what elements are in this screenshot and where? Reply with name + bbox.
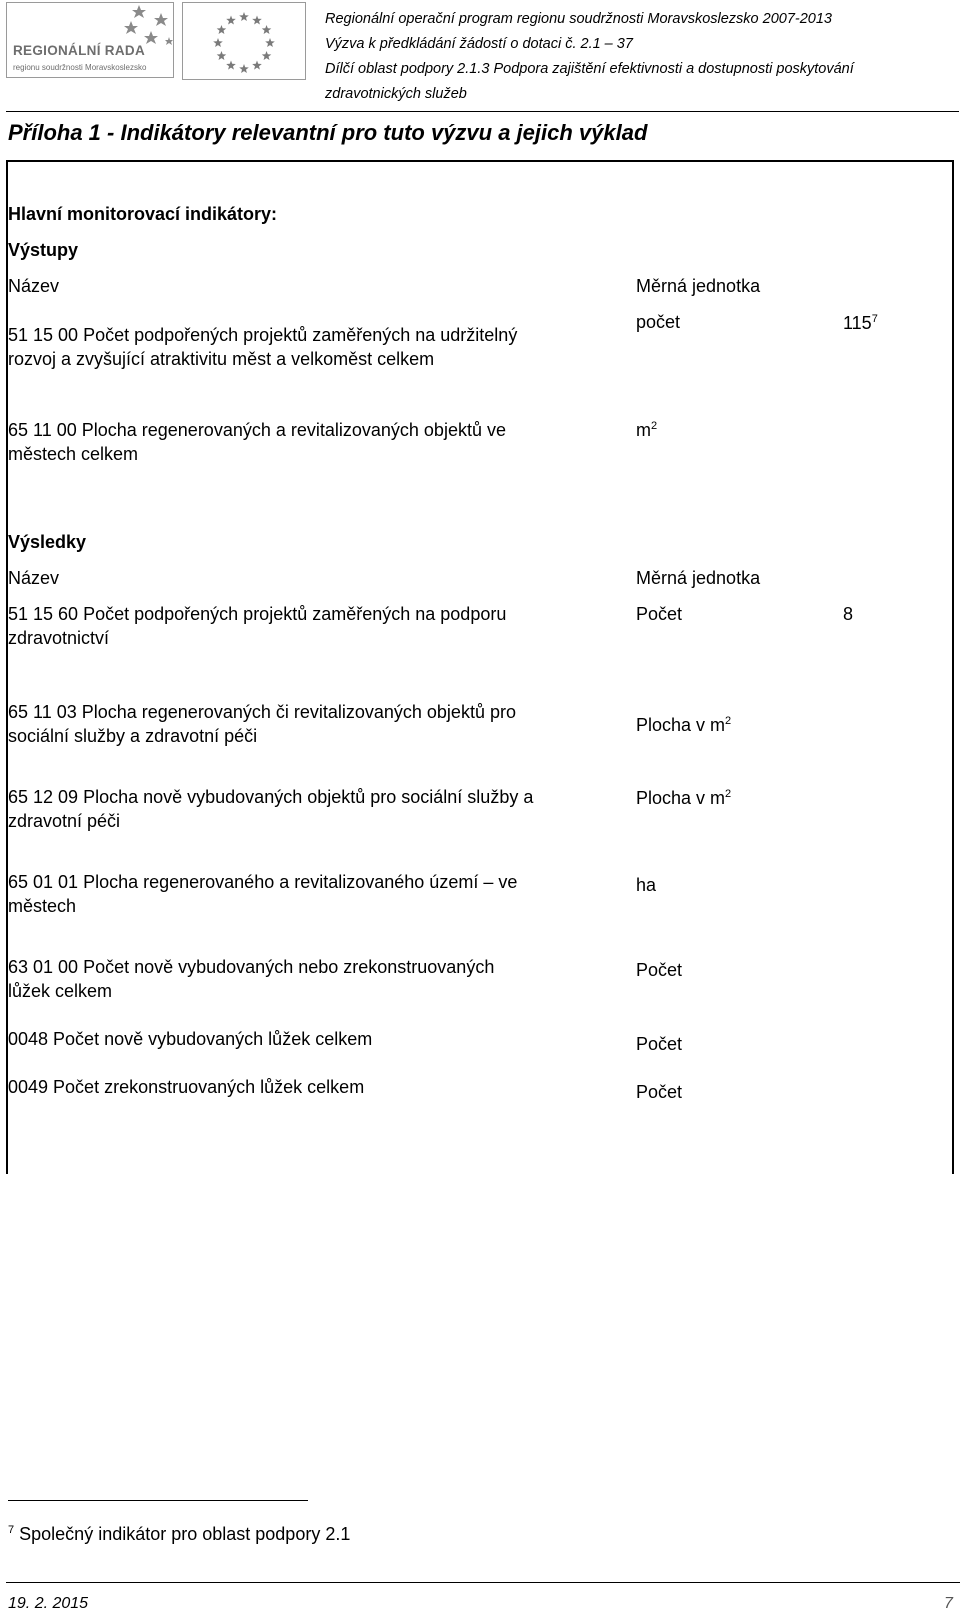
- footnote-ref: 7: [871, 313, 878, 325]
- result-row-1-line1: 51 15 60 Počet podpořených projektů zaměřených na podporu: [8, 604, 507, 624]
- result-row-2-line1: 65 11 03 Plocha regenerovaných či revitalizovaných objektů pro: [8, 702, 516, 722]
- outputs-heading: Výstupy: [8, 240, 79, 260]
- eu-stars-logo: [182, 2, 306, 80]
- result-row-5-line1: 63 01 00 Počet nově vybudovaných nebo zrekonstruovaných: [8, 957, 495, 977]
- result-row-1-line2: zdravotnictví: [8, 628, 110, 648]
- result-row-3-unit: Plocha v $m^2$: [636, 788, 732, 808]
- output-row-1-value: $115^7$: [843, 313, 878, 333]
- result-row-1-value: 8: [843, 604, 854, 624]
- header-call: Výzva k předkládání žádostí o dotaci č. 2.1 – 37: [325, 36, 633, 52]
- footnote: [8, 1522, 350, 1546]
- footer-date: 19. 2. 2015: [8, 1595, 89, 1612]
- result-row-6-line1: 0048 Počet nově vybudovaných lůžek celkem: [8, 1029, 373, 1049]
- result-row-6-unit: Počet: [636, 1034, 683, 1054]
- eu-star: [226, 61, 236, 70]
- output-row-2-line1: 65 11 00 Plocha regenerovaných a revitalizovaných objektů ve: [8, 420, 506, 440]
- eu-star: [252, 16, 262, 25]
- footnote-text: Společný indikátor pro oblast podpory 2.1: [19, 1524, 351, 1544]
- result-row-5-line2: lůžek celkem: [8, 981, 113, 1001]
- result-row-4-line1: 65 01 01 Plocha regenerovaného a revitalizovaného území – ve: [8, 872, 518, 892]
- regionalni-rada-logo: [6, 2, 174, 78]
- result-row-7-unit: Počet: [636, 1082, 683, 1102]
- eu-star: [213, 38, 223, 47]
- eu-star: [252, 61, 262, 70]
- result-row-1-unit: Počet: [636, 604, 683, 624]
- result-row-7-line1: 0049 Počet zrekonstruovaných lůžek celkem: [8, 1077, 365, 1097]
- eu-star: [217, 25, 227, 34]
- outputs-col-unit: Měrná jednotka: [636, 276, 761, 296]
- output-row-2-line2: městech celkem: [8, 444, 139, 464]
- header-area-line2: zdravotnických služeb: [325, 86, 467, 102]
- result-row-2-line2: sociální služby a zdravotní péči: [8, 726, 258, 746]
- eu-star: [239, 64, 249, 73]
- page-number: 7: [944, 1595, 953, 1612]
- output-row-1-line2: rozvoj a zvyšující atraktivitu měst a velkoměst celkem: [8, 349, 435, 369]
- result-row-3-line2: zdravotní péči: [8, 811, 121, 831]
- outputs-col-name: Název: [8, 276, 60, 296]
- eu-star: [226, 16, 236, 25]
- indicators-box: [6, 160, 954, 1174]
- footnote-divider: [8, 1500, 308, 1501]
- footnote-number: 7: [8, 1524, 15, 1536]
- logo-subtitle: regionu soudržnosti Moravskoslezsko: [13, 63, 147, 72]
- results-col-unit: Měrná jednotka: [636, 568, 761, 588]
- eu-star: [265, 38, 275, 47]
- result-row-2-unit: Plocha v $m^2$: [636, 715, 732, 735]
- result-row-4-unit: ha: [636, 875, 657, 895]
- result-row-5-unit: Počet: [636, 960, 683, 980]
- results-col-name: Název: [8, 568, 60, 588]
- footer-divider: [6, 1582, 960, 1583]
- results-heading: Výsledky: [8, 532, 87, 552]
- eu-star: [217, 51, 227, 60]
- header-program: Regionální operační program regionu soudržnosti Moravskoslezsko 2007-2013: [325, 11, 832, 27]
- eu-stars-icon: [183, 3, 305, 79]
- output-row-2-unit: $m^2$: [636, 420, 658, 440]
- output-row-1-line1: 51 15 00 Počet podpořených projektů zaměřených na udržitelný: [8, 325, 518, 345]
- header-divider: [6, 111, 959, 112]
- logo-title: REGIONÁLNÍ RADA: [13, 43, 145, 58]
- output-row-1-unit: počet: [636, 312, 681, 332]
- eu-star: [262, 51, 272, 60]
- main-heading: Hlavní monitorovací indikátory:: [8, 204, 278, 224]
- page-title: Příloha 1 - Indikátory relevantní pro tuto výzvu a jejich výklad: [8, 120, 648, 145]
- eu-star: [262, 25, 272, 34]
- result-row-4-line2: městech: [8, 896, 77, 916]
- result-row-3-line1: 65 12 09 Plocha nově vybudovaných objektů pro sociální služby a: [8, 787, 534, 807]
- header-area-line1: Dílčí oblast podpory 2.1.3 Podpora zajištění efektivnosti a dostupnosti poskytování: [325, 61, 854, 77]
- eu-star: [239, 12, 249, 21]
